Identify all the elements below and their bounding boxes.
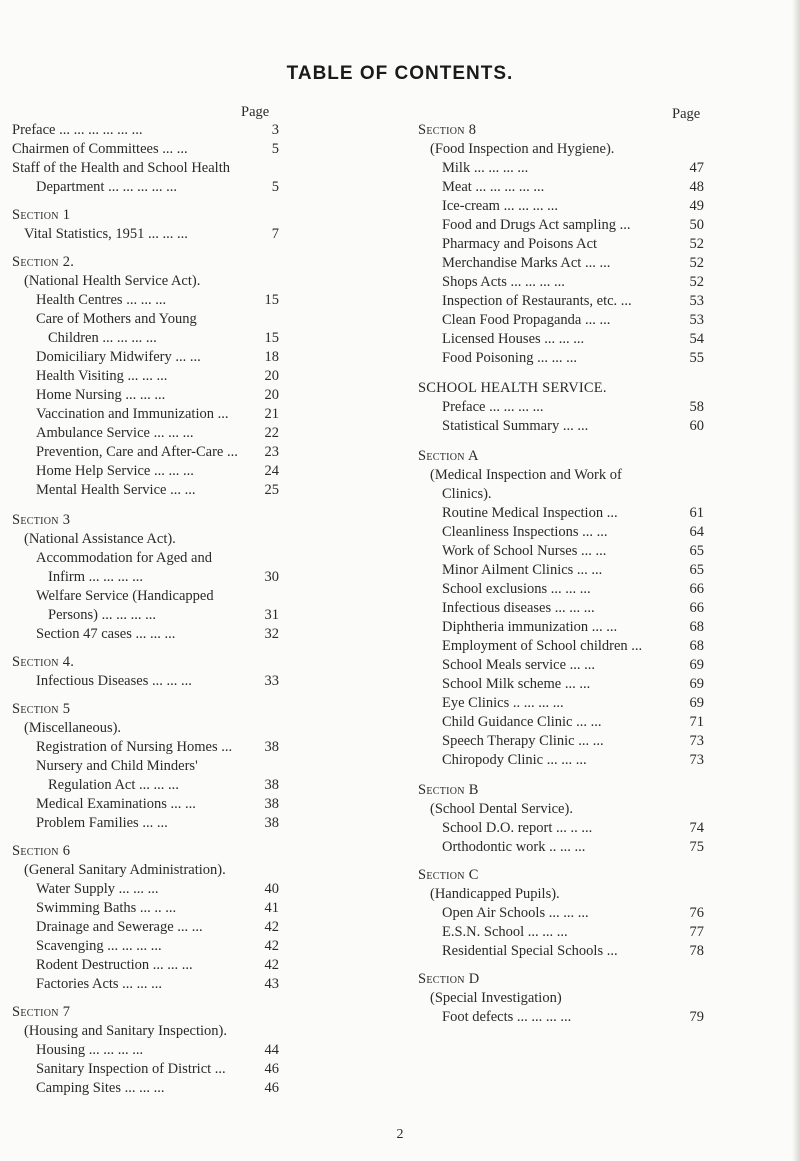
left-toc-entry-text: Drainage and Sewerage ... ... [36,919,203,935]
left-toc-entry-text: Registration of Nursing Homes ... [36,739,233,755]
left-toc-entry-text: Accommodation for Aged and [36,550,212,566]
right-toc-entry-text: Work of School Nurses ... ... [442,543,607,559]
right-toc-entry-text: Preface ... ... ... ... [442,399,544,415]
right-toc-entry-text: Meat ... ... ... ... ... [442,179,545,195]
right-toc-page-number: 65 [689,562,704,578]
left-toc-page-number: 46 [264,1061,279,1077]
right-toc-page-number: 66 [689,600,704,616]
right-toc-entry-text: Open Air Schools ... ... ... [442,905,589,921]
right-toc-page-number: 52 [689,236,704,252]
right-toc-entry-text: Ice-cream ... ... ... ... [442,198,558,214]
page-edge-shadow [792,0,800,1161]
left-toc-entry-text: (National Assistance Act). [24,531,176,547]
left-toc-entry-text: Vaccination and Immunization ... [36,406,229,422]
left-toc-page-number: 15 [264,292,279,308]
right-toc-entry-text: Clean Food Propaganda ... ... [442,312,611,328]
right-toc-entry-text: Merchandise Marks Act ... ... [442,255,611,271]
left-toc-entry-text: Home Nursing ... ... ... [36,387,166,403]
left-toc-page-number: 42 [264,919,279,935]
right-toc-entry-text: Licensed Houses ... ... ... [442,331,585,347]
left-toc-entry-text: Water Supply ... ... ... [36,881,159,897]
left-toc-entry-text: Home Help Service ... ... ... [36,463,194,479]
right-toc-page-number: 69 [689,695,704,711]
right-toc-entry-text: (Food Inspection and Hygiene). [430,141,615,157]
left-toc-entry-text: Children ... ... ... ... [48,330,157,346]
left-toc-entry-text: Department ... ... ... ... ... [36,179,177,195]
right-toc-entry-text: Food Poisoning ... ... ... [442,350,577,366]
left-toc-page-number: 46 [264,1080,279,1096]
left-toc-page-number: 31 [264,607,279,623]
right-toc-page-number: 52 [689,255,704,271]
right-toc-page-number: 58 [689,399,704,415]
right-toc-page-number: 55 [689,350,704,366]
right-toc-page-number: 66 [689,581,704,597]
left-toc-entry-text: Mental Health Service ... ... [36,482,196,498]
left-toc-entry-text: Care of Mothers and Young [36,311,197,327]
right-toc-entry-text: Section 8 [418,122,477,138]
left-toc-entry-text: Section 6 [12,843,71,859]
right-toc-entry-text: Inspection of Restaurants, etc. ... [442,293,632,309]
right-toc-page-number: 69 [689,676,704,692]
left-toc-page-number: 38 [264,796,279,812]
left-toc-page-number: 43 [264,976,279,992]
left-toc-entry-text: Persons) ... ... ... ... [48,607,156,623]
right-toc-entry-text: Infectious diseases ... ... ... [442,600,595,616]
left-toc-entry-text: Nursery and Child Minders' [36,758,198,774]
left-toc-entry-text: Domiciliary Midwifery ... ... [36,349,201,365]
left-toc-entry-text: Preface ... ... ... ... ... ... [12,122,143,138]
left-toc-entry-text: (Housing and Sanitary Inspection). [24,1023,227,1039]
left-toc-page-number: 20 [264,387,279,403]
left-toc-page-number: 42 [264,957,279,973]
left-toc-entry-text: Swimming Baths ... .. ... [36,900,177,916]
right-toc-page-number: 64 [689,524,704,540]
left-toc-page-number: 22 [264,425,279,441]
right-toc-entry-text: (Handicapped Pupils). [430,886,560,902]
right-toc-page-number: 69 [689,657,704,673]
right-toc-page-number: 74 [689,820,704,836]
right-toc-entry-text: (School Dental Service). [430,801,573,817]
left-toc-entry-text: Infectious Diseases ... ... ... [36,673,192,689]
left-toc-page-number: 5 [271,179,279,195]
right-toc-entry-text: Minor Ailment Clinics ... ... [442,562,603,578]
right-toc-entry-text: School exclusions ... ... ... [442,581,591,597]
right-toc-entry-text: Routine Medical Inspection ... [442,505,618,521]
left-toc-entry-text: Prevention, Care and After-Care ... [36,444,238,460]
right-toc-entry-text: Section C [418,867,479,883]
right-toc-page-number: 53 [689,293,704,309]
left-toc-entry-text: (General Sanitary Administration). [24,862,226,878]
right-toc-page-number: 68 [689,619,704,635]
left-toc-page-number: 32 [264,626,279,642]
right-toc-page-number: 73 [689,733,704,749]
page-title: TABLE OF CONTENTS. [286,63,514,84]
left-toc-page-number: 38 [264,777,279,793]
left-toc-entry-text: Health Centres ... ... ... [36,292,167,308]
right-toc-page-number: 65 [689,543,704,559]
right-toc-page-number: 48 [689,179,704,195]
right-toc-page-number: 61 [689,505,704,521]
right-toc-entry-text: Residential Special Schools ... [442,943,618,959]
left-toc-page-number: 20 [264,368,279,384]
left-toc-page-number: 41 [264,900,279,916]
right-toc-entry-text: Orthodontic work .. ... ... [442,839,586,855]
left-toc-page-number: 15 [264,330,279,346]
right-toc-entry-text: School Meals service ... ... [442,657,596,673]
left-toc-entry-text: Section 1 [12,207,71,223]
right-toc-entry-text: School D.O. report ... .. ... [442,820,593,836]
left-toc-entry-text: Scavenging ... ... ... ... [36,938,162,954]
right-toc-entry-text: Section D [418,971,480,987]
right-toc-page-number: 50 [689,217,704,233]
left-toc-entry-text: Rodent Destruction ... ... ... [36,957,193,973]
left-toc-page-number: 18 [264,349,279,365]
right-toc-page-number: 76 [689,905,704,921]
page-column-heading-right: Page [672,106,701,122]
left-toc-entry-text: Health Visiting ... ... ... [36,368,168,384]
left-toc-entry-text: Section 47 cases ... ... ... [36,626,176,642]
left-toc-entry-text: Factories Acts ... ... ... [36,976,163,992]
left-toc-entry-text: Sanitary Inspection of District ... [36,1061,226,1077]
left-toc-page-number: 42 [264,938,279,954]
left-toc-entry-text: Housing ... ... ... ... [36,1042,144,1058]
right-toc-page-number: 79 [689,1009,704,1025]
right-toc-entry-text: Statistical Summary ... ... [442,418,589,434]
right-toc-entry-text: Employment of School children ... [442,638,643,654]
left-toc-entry-text: Section 7 [12,1004,71,1020]
left-toc-page-number: 3 [271,122,279,138]
left-toc-entry-text: Section 4. [12,654,75,670]
right-toc-entry-text: Food and Drugs Act sampling ... [442,217,631,233]
right-toc-entry-text: Section B [418,782,479,798]
left-toc-entry-text: (National Health Service Act). [24,273,201,289]
right-toc-entry-text: Clinics). [442,486,492,502]
left-toc-entry-text: Infirm ... ... ... ... [48,569,144,585]
left-toc-entry-text: Ambulance Service ... ... ... [36,425,194,441]
right-toc-page-number: 71 [689,714,704,730]
right-toc-page-number: 49 [689,198,704,214]
left-toc-entry-text: Vital Statistics, 1951 ... ... ... [24,226,188,242]
right-toc-page-number: 73 [689,752,704,768]
left-toc-entry-text: (Miscellaneous). [24,720,122,736]
left-toc-entry-text: Section 5 [12,701,71,717]
left-toc-page-number: 21 [264,406,279,422]
right-toc-page-number: 77 [689,924,704,940]
left-toc-page-number: 7 [271,226,279,242]
left-toc-page-number: 30 [264,569,279,585]
left-toc-page-number: 44 [264,1042,279,1058]
right-toc-entry-text: Cleanliness Inspections ... ... [442,524,608,540]
left-toc-entry-text: Chairmen of Committees ... ... [12,141,188,157]
left-toc-entry-text: Regulation Act ... ... ... [48,777,179,793]
right-toc-page-number: 53 [689,312,704,328]
right-toc-entry-text: Section A [418,448,479,464]
right-toc-entry-text: Shops Acts ... ... ... ... [442,274,565,290]
right-toc-entry-text: Foot defects ... ... ... ... [442,1009,572,1025]
left-toc-page-number: 25 [264,482,279,498]
right-toc-page-number: 47 [689,160,704,176]
right-toc-page-number: 60 [689,418,704,434]
right-toc-entry-text: Speech Therapy Clinic ... ... [442,733,604,749]
left-toc-page-number: 38 [264,739,279,755]
right-toc-page-number: 52 [689,274,704,290]
left-toc-page-number: 40 [264,881,279,897]
right-toc-page-number: 54 [689,331,704,347]
left-toc-page-number: 33 [264,673,279,689]
left-toc-page-number: 24 [264,463,279,479]
left-toc-entry-text: Camping Sites ... ... ... [36,1080,165,1096]
left-toc-entry-text: Medical Examinations ... ... [36,796,196,812]
right-toc-entry-text: Chiropody Clinic ... ... ... [442,752,587,768]
left-toc-entry-text: Staff of the Health and School Health [12,160,230,176]
page-column-heading-left: Page [241,104,270,120]
left-toc-page-number: 5 [271,141,279,157]
right-toc-entry-text: Diphtheria immunization ... ... [442,619,618,635]
right-toc-entry-text: E.S.N. School ... ... ... [442,924,568,940]
left-toc-page-number: 38 [264,815,279,831]
right-toc-entry-text: Child Guidance Clinic ... ... [442,714,602,730]
right-toc-page-number: 78 [689,943,704,959]
left-toc-entry-text: Welfare Service (Handicapped [36,588,214,604]
left-toc-page-number: 23 [264,444,279,460]
right-toc-page-number: 75 [689,839,704,855]
right-toc-entry-text: SCHOOL HEALTH SERVICE. [418,380,607,396]
right-toc-entry-text: Milk ... ... ... ... [442,160,529,176]
right-toc-entry-text: (Medical Inspection and Work of [430,467,622,483]
right-toc-page-number: 68 [689,638,704,654]
left-toc-entry-text: Section 3 [12,512,71,528]
left-toc-entry-text: Section 2. [12,254,75,270]
right-toc-entry-text: (Special Investigation) [430,990,562,1006]
right-toc-entry-text: School Milk scheme ... ... [442,676,591,692]
footer-page-number: 2 [396,1127,404,1142]
right-toc-entry-text: Eye Clinics .. ... ... ... [442,695,564,711]
right-toc-entry-text: Pharmacy and Poisons Act [442,236,598,252]
left-toc-entry-text: Problem Families ... ... [36,815,168,831]
